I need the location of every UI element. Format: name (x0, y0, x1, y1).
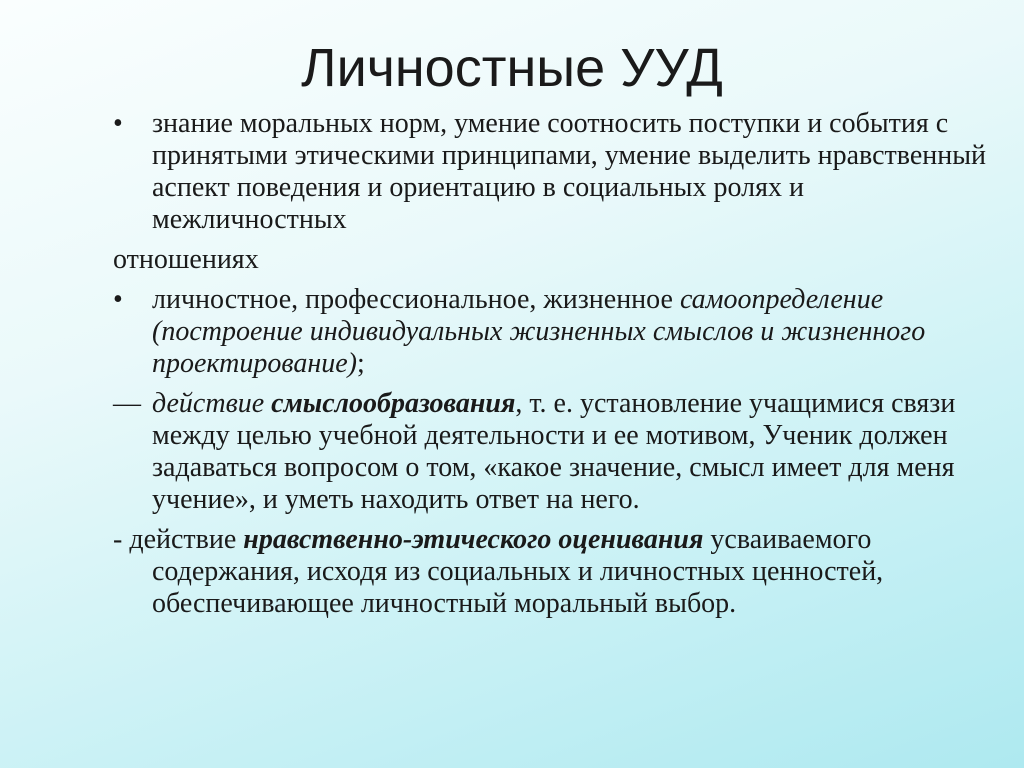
slide-content (113, 108, 993, 620)
dash-mark: — (113, 388, 141, 419)
item-italic-lead: действие (152, 388, 265, 419)
bullet-text-plain: личностное, профессиональное, жизненное (152, 284, 673, 315)
item-text-rest: усваиваемого содержания, исходя из социальных и личностных ценностей, обеспечивающее личностный моральный выбор. (152, 524, 884, 619)
item-text-rest: , т. е. установление учащимися связи между целью учебной деятельности и ее мотивом, Ученик должен задаваться вопросом о том, «какое значение, смысл имеет для меня учение», и уметь находить ответ на него. (152, 388, 956, 515)
item-bold-italic-term: смыслообразования (271, 388, 516, 419)
bullet-text-end: ; (356, 348, 365, 379)
bullet-text: знание моральных норм, умение соотносить поступки и события с принятыми этическими принципами, умение выделить нравственный аспект поведения и ориентацию в социальных ролях и межличностных (152, 108, 987, 235)
bullet-item-moral-norms (113, 108, 993, 236)
item-bold-italic-term: нравственно-этического оценивания (243, 524, 704, 555)
slide-title: Личностные УУД (301, 38, 723, 98)
item-lead: - действие (113, 524, 237, 555)
bullet-continuation: отношениях (113, 244, 259, 275)
bullet-item-meaning-formation (113, 388, 993, 516)
bullet-text-italic: самоопределение (построение индивидуальных жизненных смыслов и жизненного проектирование) (152, 284, 926, 379)
bullet-item-self-determination (113, 284, 993, 380)
bullet-mark: • (113, 108, 123, 139)
bullet-mark: • (113, 284, 123, 315)
bullet-item-moral-evaluation (113, 524, 993, 620)
